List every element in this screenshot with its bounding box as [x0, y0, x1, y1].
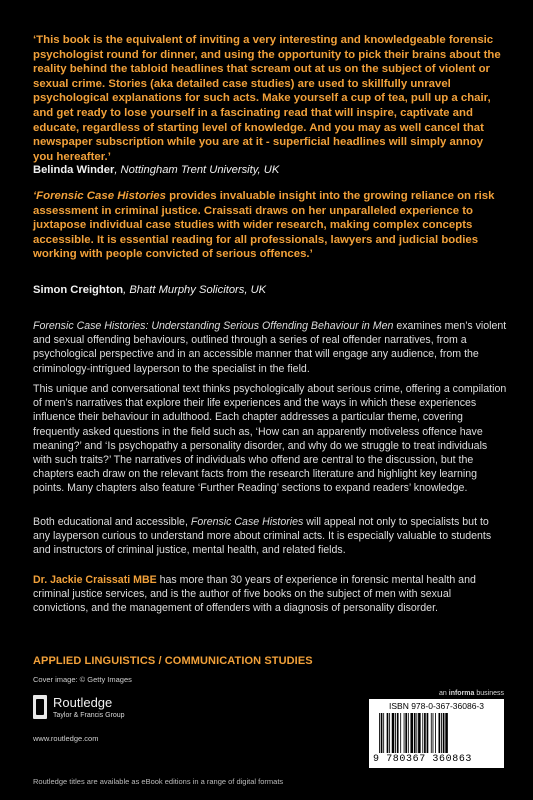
- barcode-bar: [395, 713, 396, 753]
- description-paragraph-3: [33, 515, 508, 558]
- publisher-group: Taylor & Francis Group: [53, 712, 125, 719]
- quote-1-text: ‘This book is the equivalent of inviting a very interesting and knowledgeable forensic psychologist round for dinner, and using the opportunity to pick their brains about the reality behind the tabloid headlines that scream out at us on the subject of violent or sexual crime. Stories (aka detailed case studies) are used to skillfully unravel psychological explanations for such acts. Make yourself a cup of tea, pull up a chair, and get ready to lose yourself in a fascinating read that will inspire, captivate and educate, regardless of starting level of knowledge. And you may as well cancel that newspaper subscription while you are at it - superficial headlines will simply annoy you hereafter.’: [33, 34, 501, 163]
- barcode-bar: [392, 713, 395, 753]
- barcode-digits: 9 780367 360863: [373, 754, 473, 765]
- description-paragraph-2: This unique and conversational text thinks psychologically about serious crime, offering a compilation of men’s narratives that explore their life experiences and the ways in which these experiences influence their behaviour in adulthood. Each chapter addresses a particular theme, covering frequently asked questions in the field such as, ‘How can an apparently motiveless offence have meaning?’ and ‘Is psychopathy a personality disorder, and why do we struggle to treat individuals with such traits?’ The narratives of individuals who offend are central to the discussion, but the chapters each draw on the relevant facts from the research literature and highlight key learning points. Many chapters also feature ‘Further Reading’ sections to expand readers’ knowledge.: [33, 383, 507, 495]
- author-bio-text: has more than 30 years of experience in forensic mental health and criminal justice services, and is the author of five books on the subject of men with sexual convictions, and the management of offenders with a diagnosis of personality disorder.: [33, 574, 476, 615]
- informa-prefix: an: [439, 690, 449, 697]
- barcode-bar: [439, 713, 441, 753]
- subject-category: APPLIED LINGUISTICS / COMMUNICATION STUDIES: [33, 655, 313, 667]
- informa-suffix: business: [474, 690, 504, 697]
- barcode-bars: [379, 713, 495, 753]
- barcode-bar: [422, 713, 423, 753]
- quote-2-attribution: [33, 284, 266, 296]
- barcode-bar: [435, 713, 436, 753]
- barcode-bar: [381, 713, 383, 753]
- barcode-bar: [427, 713, 429, 753]
- author-name: Dr. Jackie Craissati MBE: [33, 574, 157, 586]
- paragraph-3-before: Both educational and accessible,: [33, 516, 191, 528]
- publisher-name: Routledge: [53, 695, 113, 710]
- cover-image-credit: Cover image: © Getty Images: [33, 675, 132, 684]
- review-quote-1: [33, 33, 505, 164]
- barcode-bar: [445, 713, 448, 753]
- barcode-bar: [418, 713, 421, 753]
- book-full-title: Forensic Case Histories: Understanding Serious Offending Behaviour in Men: [33, 320, 394, 332]
- author-bio: [33, 573, 508, 616]
- quote-2-author: Simon Creighton: [33, 284, 124, 296]
- paragraph-1-text: examines men’s violent and sexual offending behaviours, outlined through a series of real offender narratives, from a psychological perspective and in an accessible manner that will engage any audience, from the criminology-intrigued layperson to the specialist in the field.: [33, 320, 507, 375]
- quote-1-affiliation: , Nottingham Trent University, UK: [114, 164, 280, 176]
- review-quote-2: [33, 189, 505, 262]
- quote-1-attribution: [33, 164, 279, 176]
- barcode-bar: [424, 713, 426, 753]
- barcode-bar: [400, 713, 401, 753]
- paragraph-3-title: Forensic Case Histories: [190, 516, 304, 528]
- barcode-bar: [379, 713, 380, 753]
- informa-brand: informa: [448, 690, 475, 697]
- publisher-url: www.routledge.com: [33, 734, 99, 743]
- barcode-bar: [408, 713, 409, 753]
- informa-business-label: [439, 690, 504, 697]
- routledge-logo-icon: [33, 695, 47, 719]
- barcode-bar: [405, 713, 407, 753]
- barcode-bar: [404, 713, 405, 753]
- barcode-bar: [410, 713, 413, 753]
- ebook-availability-note: Routledge titles are available as eBook editions in a range of digital formats: [33, 777, 284, 786]
- barcode-bar: [389, 713, 390, 753]
- barcode-bar: [443, 713, 445, 753]
- barcode-bar: [387, 713, 389, 753]
- paragraph-3-after: will appeal not only to specialists but to any layperson curious to understand more about criminal acts. It is especially valuable to students and instructors of criminal justice, mental health, and related fields.: [33, 516, 492, 557]
- description-paragraph-1: [33, 319, 508, 376]
- barcode-bar: [397, 713, 399, 753]
- isbn-label: ISBN 978-0-367-36086-3: [389, 701, 484, 711]
- barcode-bar: [416, 713, 417, 753]
- barcode-bar: [441, 713, 442, 753]
- quote-2-affiliation: , Bhatt Murphy Solicitors, UK: [123, 284, 267, 296]
- barcode-bar: [433, 713, 434, 753]
- barcode-bar: [383, 713, 384, 753]
- barcode-bar: [414, 713, 416, 753]
- barcode-bar: [431, 713, 432, 753]
- quote-1-author: Belinda Winder: [33, 164, 115, 176]
- quote-2-text: provides invaluable insight into the growing reliance on risk assessment in criminal justice. Craissati draws on her unparalleled experience to juxtapose individual case studies with wider research, making complex concepts accessible. It is essential reading for all professionals, lawyers and judicial bodies working with people convicted of serious offences.’: [33, 190, 495, 261]
- quote-2-book-title: ‘Forensic Case Histories: [33, 190, 166, 202]
- publisher-block: [33, 695, 193, 735]
- isbn-barcode: [369, 699, 504, 768]
